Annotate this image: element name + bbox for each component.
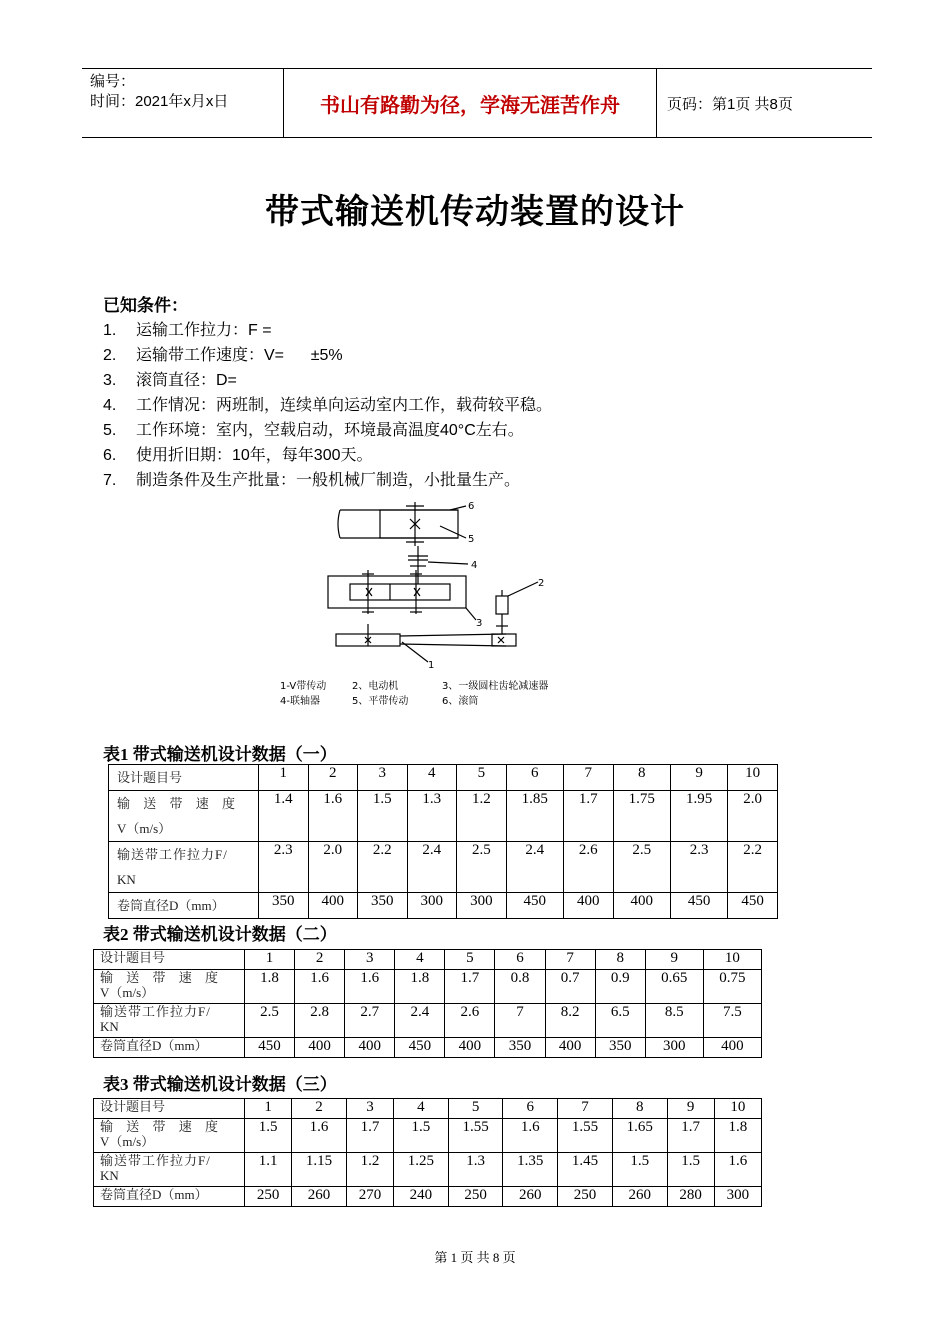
table-row (109, 893, 778, 919)
condition-text: 制造条件及生产批量：一般机械厂制造，小批量生产。 (136, 472, 521, 489)
callout-label: 1 (428, 660, 435, 671)
column-header: 2 (308, 765, 358, 791)
table-header-row (94, 1099, 762, 1119)
number-label: 编号： (90, 73, 136, 90)
row-label-line: KN (117, 872, 136, 887)
table-cell: 2.5 (613, 842, 670, 893)
header-meta (82, 69, 284, 137)
column-header: 5 (445, 950, 495, 970)
page-footer: 第 1 页 共 8 页 (434, 1250, 516, 1265)
table-cell: 1.45 (558, 1153, 613, 1187)
table-row (94, 970, 762, 1004)
column-header: 1 (245, 1099, 292, 1119)
column-header: 2 (295, 950, 345, 970)
table-row (94, 1004, 762, 1038)
column-header: 8 (595, 950, 645, 970)
condition-number: 3. (103, 372, 117, 389)
row-label (94, 1119, 245, 1153)
column-header: 3 (345, 950, 395, 970)
condition-number: 1. (103, 322, 117, 339)
condition-item (103, 343, 863, 368)
condition-text: 滚筒直径：D= (136, 372, 237, 389)
table-cell: 240 (394, 1187, 449, 1207)
table-cell: 260 (292, 1187, 347, 1207)
callout-label: 2 (538, 578, 545, 589)
column-header: 6 (503, 1099, 558, 1119)
table-row (109, 842, 778, 893)
table-cell: 1.75 (613, 791, 670, 842)
table-cell: 1.7 (445, 970, 495, 1004)
table-cell: 1.35 (503, 1153, 558, 1187)
design-data-table-3 (93, 1098, 762, 1207)
table-cell: 400 (545, 1038, 595, 1058)
row-label-line: 输送带工作拉力F/ (100, 1004, 211, 1019)
table-cell: 400 (295, 1038, 345, 1058)
table-cell: 7.5 (703, 1004, 761, 1038)
table-cell: 2.6 (564, 842, 614, 893)
condition-item (103, 318, 863, 343)
table-caption: 表2 带式输送机设计数据（二） (103, 925, 337, 944)
column-header: 10 (714, 1099, 761, 1119)
table-cell: 300 (714, 1187, 761, 1207)
table-cell: 400 (345, 1038, 395, 1058)
condition-number: 2. (103, 347, 117, 364)
table-caption: 表3 带式输送机设计数据（三） (103, 1075, 337, 1094)
row-label (94, 1153, 245, 1187)
condition-text: 运输工作拉力：F = (136, 322, 272, 339)
row-label-line: V（m/s） (100, 1134, 155, 1149)
column-header: 6 (506, 765, 563, 791)
table-cell: 2.6 (445, 1004, 495, 1038)
column-header: 8 (612, 1099, 667, 1119)
column-header: 1 (245, 950, 295, 970)
column-header: 2 (292, 1099, 347, 1119)
table-cell: 2.5 (457, 842, 507, 893)
table-cell: 300 (407, 893, 457, 919)
table-cell: 1.5 (394, 1119, 449, 1153)
table-cell: 1.3 (407, 791, 457, 842)
row-label-line: 输 送 带 速 度 (117, 796, 241, 811)
table-header-row (94, 950, 762, 970)
table-cell: 1.1 (245, 1153, 292, 1187)
table-cell: 1.8 (395, 970, 445, 1004)
table-header-row (109, 765, 778, 791)
legend-item: 1-V带传动 (280, 681, 327, 692)
row-label-line: KN (100, 1168, 119, 1183)
table-cell: 400 (613, 893, 670, 919)
table-header-label: 设计题目号 (94, 1099, 245, 1119)
table-row (94, 1119, 762, 1153)
table-cell: 1.4 (259, 791, 309, 842)
table-cell: 2.0 (308, 842, 358, 893)
table-cell: 250 (448, 1187, 503, 1207)
table-cell: 260 (612, 1187, 667, 1207)
header-page-info: 页码：第1页 共8页 (667, 95, 793, 113)
column-header: 5 (457, 765, 507, 791)
design-data-table-2 (93, 949, 762, 1058)
column-header: 5 (448, 1099, 503, 1119)
table-cell: 450 (395, 1038, 445, 1058)
table-cell: 1.55 (448, 1119, 503, 1153)
legend-item: 5、平带传动 (352, 696, 409, 707)
table-cell: 450 (245, 1038, 295, 1058)
column-header: 4 (407, 765, 457, 791)
table-cell: 1.7 (564, 791, 614, 842)
table-cell: 8.2 (545, 1004, 595, 1038)
table-cell: 1.2 (346, 1153, 393, 1187)
row-label: 卷筒直径D（mm） (94, 1187, 245, 1207)
table-cell: 1.6 (503, 1119, 558, 1153)
known-conditions (103, 293, 863, 493)
table-cell: 0.75 (703, 970, 761, 1004)
condition-item (103, 468, 863, 493)
condition-item (103, 368, 863, 393)
table-cell: 1.5 (245, 1119, 292, 1153)
row-label: 卷筒直径D（mm） (94, 1038, 245, 1058)
row-label-line: 输 送 带 速 度 (100, 1119, 224, 1134)
table-cell: 2.5 (245, 1004, 295, 1038)
condition-number: 4. (103, 397, 117, 414)
table-cell: 1.5 (612, 1153, 667, 1187)
table-row (109, 791, 778, 842)
row-label-line: V（m/s） (117, 821, 172, 836)
table-cell: 1.15 (292, 1153, 347, 1187)
table-cell: 1.85 (506, 791, 563, 842)
table-cell: 0.9 (595, 970, 645, 1004)
table-cell: 450 (728, 893, 778, 919)
table-row (94, 1153, 762, 1187)
condition-text: 工作情况：两班制，连续单向运动室内工作，载荷较平稳。 (136, 397, 553, 414)
header-motto: 书山有路勤为径，学海无涯苦作舟 (284, 69, 657, 137)
table-cell: 1.8 (245, 970, 295, 1004)
column-header: 7 (558, 1099, 613, 1119)
table-caption: 表1 带式输送机设计数据（一） (103, 745, 337, 764)
table-cell: 400 (308, 893, 358, 919)
row-label (94, 1004, 245, 1038)
table-cell: 1.8 (714, 1119, 761, 1153)
condition-item (103, 418, 863, 443)
column-header: 7 (545, 950, 595, 970)
table-cell: 2.4 (506, 842, 563, 893)
document-title: 带式输送机传动装置的设计 (265, 193, 685, 231)
table-cell: 450 (506, 893, 563, 919)
row-label (109, 791, 259, 842)
table-cell: 0.7 (545, 970, 595, 1004)
table-cell: 1.6 (714, 1153, 761, 1187)
table-cell: 6.5 (595, 1004, 645, 1038)
table-cell: 300 (645, 1038, 703, 1058)
table-cell: 1.6 (295, 970, 345, 1004)
table-cell: 1.3 (448, 1153, 503, 1187)
table-cell: 1.65 (612, 1119, 667, 1153)
table-cell: 350 (259, 893, 309, 919)
table-cell: 250 (245, 1187, 292, 1207)
condition-item (103, 393, 863, 418)
table-row (94, 1038, 762, 1058)
table-cell: 1.7 (346, 1119, 393, 1153)
transmission-diagram (260, 496, 600, 718)
table-cell: 250 (558, 1187, 613, 1207)
table-cell: 400 (564, 893, 614, 919)
column-header: 6 (495, 950, 545, 970)
condition-number: 7. (103, 472, 117, 489)
row-label-line: 输送带工作拉力F/ (100, 1153, 211, 1168)
column-header: 10 (703, 950, 761, 970)
table-cell: 1.95 (670, 791, 727, 842)
table-cell: 2.4 (395, 1004, 445, 1038)
table-row (94, 1187, 762, 1207)
column-header: 9 (670, 765, 727, 791)
conditions-heading: 已知条件： (103, 296, 188, 315)
column-header: 4 (395, 950, 445, 970)
table-cell: 2.3 (670, 842, 727, 893)
time-label: 时间：2021年x月x日 (90, 93, 229, 110)
column-header: 10 (728, 765, 778, 791)
table-cell: 260 (503, 1187, 558, 1207)
table-cell: 2.3 (259, 842, 309, 893)
condition-number: 5. (103, 422, 117, 439)
table-cell: 2.7 (345, 1004, 395, 1038)
column-header: 4 (394, 1099, 449, 1119)
table-cell: 350 (358, 893, 408, 919)
table-cell: 0.8 (495, 970, 545, 1004)
column-header: 9 (645, 950, 703, 970)
table-cell: 1.6 (292, 1119, 347, 1153)
table-header-label: 设计题目号 (109, 765, 259, 791)
row-label-line: KN (100, 1019, 119, 1034)
column-header: 9 (667, 1099, 714, 1119)
row-label (109, 842, 259, 893)
legend-item: 2、电动机 (352, 681, 399, 692)
table-cell: 270 (346, 1187, 393, 1207)
table-cell: 1.5 (667, 1153, 714, 1187)
table-cell: 1.55 (558, 1119, 613, 1153)
column-header: 3 (358, 765, 408, 791)
row-label-line: 输送带工作拉力F/ (117, 847, 228, 862)
callout-label: 6 (468, 501, 475, 512)
column-header: 8 (613, 765, 670, 791)
row-label (94, 970, 245, 1004)
callout-label: 3 (476, 618, 483, 629)
table-cell: 1.2 (457, 791, 507, 842)
row-label: 卷筒直径D（mm） (109, 893, 259, 919)
table-cell: 2.2 (358, 842, 408, 893)
legend-item: 4-联轴器 (280, 696, 320, 707)
table-cell: 2.0 (728, 791, 778, 842)
table-cell: 400 (703, 1038, 761, 1058)
callout-label: 5 (468, 534, 475, 545)
condition-text: 工作环境：室内，空载启动，环境最高温度40°C左右。 (136, 422, 524, 439)
table-cell: 1.7 (667, 1119, 714, 1153)
callout-label: 4 (471, 560, 478, 571)
table-cell: 8.5 (645, 1004, 703, 1038)
column-header: 1 (259, 765, 309, 791)
table-cell: 1.6 (345, 970, 395, 1004)
table-cell: 0.65 (645, 970, 703, 1004)
table-cell: 2.2 (728, 842, 778, 893)
table-header-label: 设计题目号 (94, 950, 245, 970)
row-label-line: V（m/s） (100, 985, 155, 1000)
table-cell: 300 (457, 893, 507, 919)
table-cell: 280 (667, 1187, 714, 1207)
table-cell: 7 (495, 1004, 545, 1038)
condition-item (103, 443, 863, 468)
table-cell: 2.4 (407, 842, 457, 893)
legend-item: 3、一级圆柱齿轮减速器 (442, 681, 549, 692)
table-cell: 2.8 (295, 1004, 345, 1038)
table-cell: 450 (670, 893, 727, 919)
condition-text: 使用折旧期：10年，每年300天。 (136, 447, 373, 464)
table-cell: 1.25 (394, 1153, 449, 1187)
table-cell: 350 (595, 1038, 645, 1058)
condition-number: 6. (103, 447, 117, 464)
column-header: 7 (564, 765, 614, 791)
design-data-table-1 (108, 764, 778, 919)
condition-text: 运输带工作速度：V= ±5% (136, 347, 343, 364)
table-cell: 350 (495, 1038, 545, 1058)
row-label-line: 输 送 带 速 度 (100, 970, 224, 985)
legend-item: 6、滚筒 (442, 696, 479, 707)
column-header: 3 (346, 1099, 393, 1119)
page-header (82, 68, 872, 138)
table-cell: 1.5 (358, 791, 408, 842)
table-cell: 400 (445, 1038, 495, 1058)
table-cell: 1.6 (308, 791, 358, 842)
